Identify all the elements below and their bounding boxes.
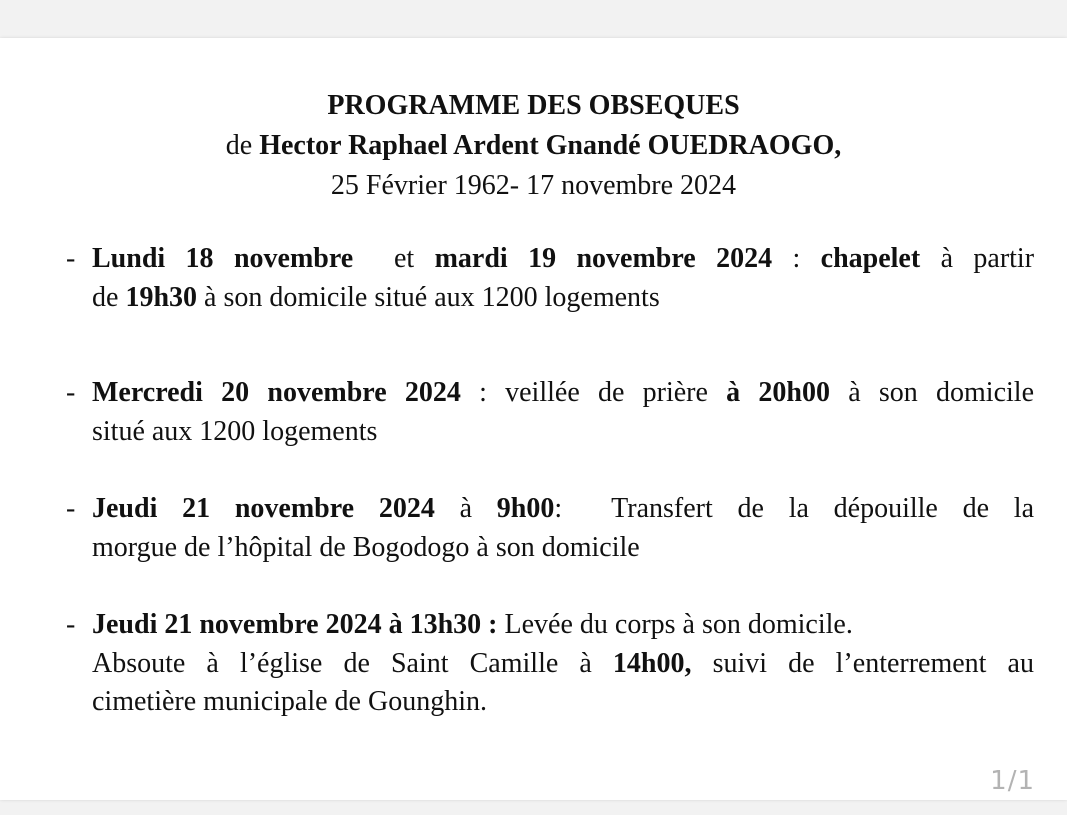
life-dates: 25 Février 1962- 17 novembre 2024 [330,170,737,201]
bullet-dash: - [66,609,76,640]
bullet-dash: - [66,243,76,274]
deceased-name-line: de Hector Raphael Ardent Gnandé OUEDRAOGO, [225,130,842,161]
program-item-veillee: - Mercredi 20 novembre 2024 : veillée de prière à 20h00 à son domicile situé aux 1200 logements [66,374,1034,451]
bullet-dash: - [66,493,76,524]
deceased-name: Hector Raphael Ardent Gnandé OUEDRAOGO, [259,130,842,161]
bullet-dash: - [66,377,76,408]
program-item-levee-du-corps: - Jeudi 21 novembre 2024 à 13h30 : Levée du corps à son domicile. Absoute à l’église de Saint Camille à 14h00, suivi de l’enterrement au cimetière municipale de Gounghin. [66,606,1034,722]
program-item-chapelet: - Lundi 18 novembre et mardi 19 novembre 2024 : chapelet à partir de 19h30 à son domicile situé aux 1200 logements [66,240,1034,317]
program-item-transfert: - Jeudi 21 novembre 2024 à 9h00: Transfert de la dépouille de la morgue de l’hôpital de Bogodogo à son domicile [66,490,1034,567]
page-indicator: 1/1 [990,766,1035,796]
page-title: PROGRAMME DES OBSEQUES [327,90,740,121]
document-page [0,38,1067,800]
document-header [0,86,1067,206]
